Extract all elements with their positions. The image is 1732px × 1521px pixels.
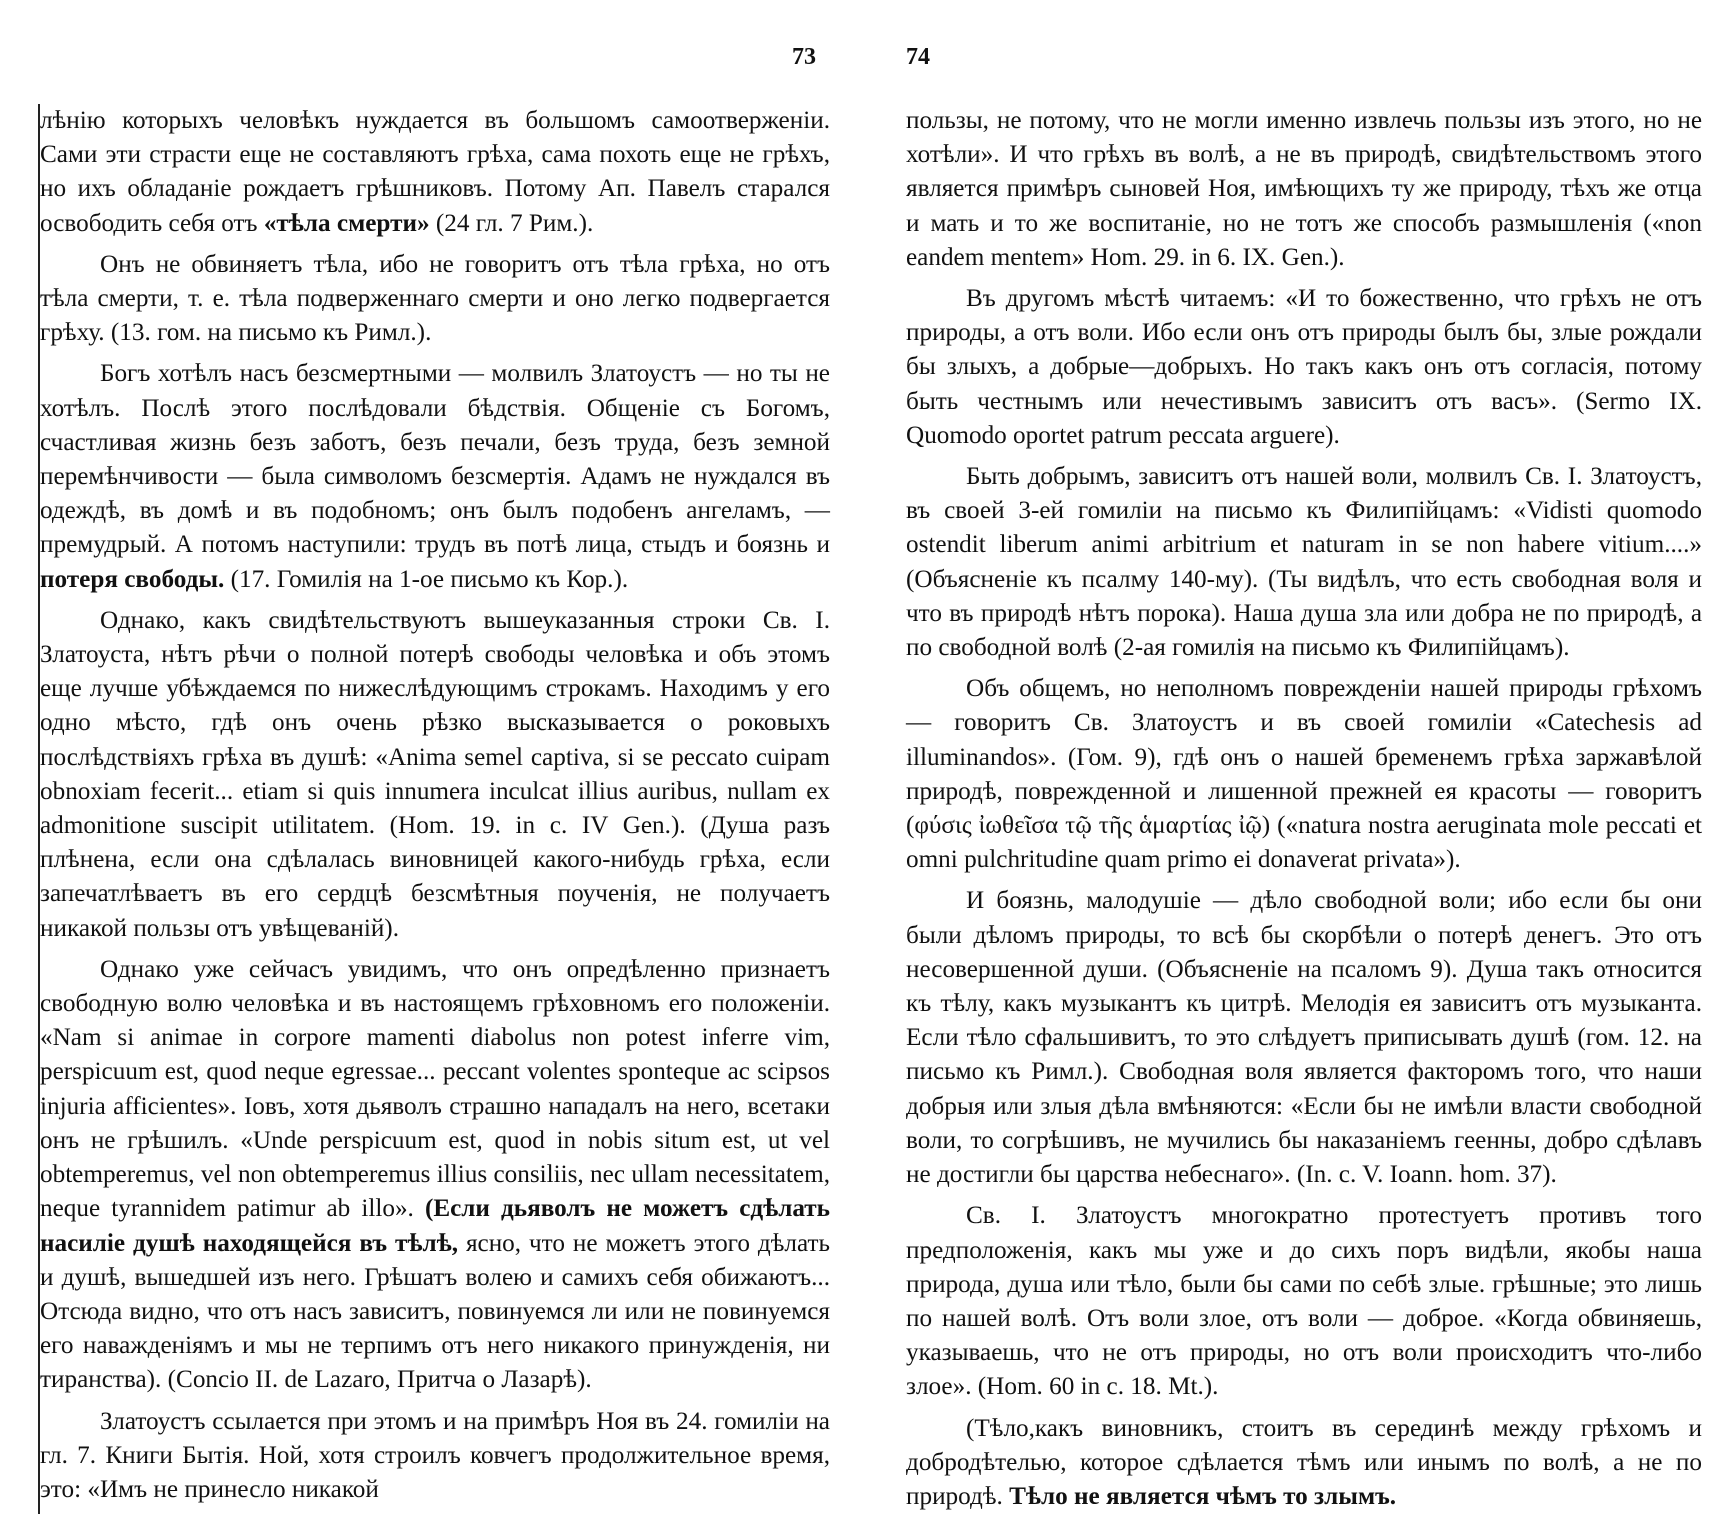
text-segment: Св. I. Златоустъ многократно протестуетъ противъ того предположенія, какъ мы уже и до сихъ поръ видѣли, якобы наша природа, душа или тѣло, были бы сами по себѣ злые. грѣшные; это лишь по нашей волѣ. Отъ воли злое, отъ воли — доброе. «Когда обвиняешь, указываешь, что не отъ природы, но отъ воли происходитъ что-либо злое». (Hom. 60 in c. 18. Mt.). xyxy=(906,1202,1702,1401)
paragraph xyxy=(906,1412,1702,1515)
text-segment: Однако уже сейчасъ увидимъ, что онъ опредѣленно признаетъ свободную волю человѣка и въ настоящемъ грѣховномъ его положеніи. «Nam si animae in corpore mamenti diabolus non potest inferre vim, perspicuum est, quod neque egressae... peccant volentes sponteque ac scipsos injuria afficientes». Іовъ, хотя дьяволъ страшно нападалъ на него, всетаки онъ не грѣшилъ. «Unde perspicuum est, quod in nobis situm est, ut vel obtemperemus, vel non obtemperemus illius consiliis, nec ullam necessitatem, neque tyrannidem patimur ab illo». xyxy=(40,955,830,1223)
paragraph xyxy=(40,357,830,596)
paragraph xyxy=(40,604,830,946)
paragraph xyxy=(40,953,830,1398)
paragraph xyxy=(906,104,1702,275)
text-segment: ясно, что не можетъ этого дѣлать и душѣ, вышедшей изъ него. Грѣшатъ волею и самихъ себя обижаютъ... Отсюда видно, что отъ насъ зависитъ, повинуемся ли или не повинуемся его наважденіямъ и мы не терпимъ отъ него никакого принужденія, ни тиранства). (Concio II. de Lazaro, Притча о Лазарѣ). xyxy=(40,1229,830,1394)
paragraph xyxy=(906,672,1702,877)
text-segment: Быть добрымъ, зависитъ отъ нашей воли, молвилъ Св. I. Златоустъ, въ своей 3-ей гомиліи на письмо къ Филипійцамъ: «Vidisti quomodo ostendit liberum animi arbitrium et naturam in se non habere vitium....» (Объясненіе къ псалму 140-му). (Ты видѣлъ, что есть свободная воля и что въ природѣ нѣтъ порока). Наша душа зла или добра не по природѣ, а по свободной волѣ (2-ая гомилія на письмо къ Филипійцамъ). xyxy=(906,463,1702,662)
right-page-column xyxy=(906,104,1702,1521)
bold-text: (Если дьяволъ не можетъ сдѣлать насиліе душѣ находящейся въ тѣлѣ, xyxy=(40,1195,830,1257)
text-segment: (17. Гомилія на 1-ое письмо къ Кор.). xyxy=(224,565,629,593)
paragraph xyxy=(40,248,830,351)
paragraph xyxy=(906,282,1702,453)
text-segment: пользы, не потому, что не могли именно извлечь пользы изъ этого, но не хотѣли». И что грѣхъ въ волѣ, а не въ природѣ, свидѣтельствомъ этого является примѣръ сыновей Ноя, имѣющихъ ту же природу, тѣхъ же отца и мать и то же воспитаніе, но не тотъ же способъ размышленія («non eandem mentem» Hom. 29. in 6. IX. Gen.). xyxy=(906,107,1702,271)
left-page-column xyxy=(38,104,830,1514)
text-segment: Объ общемъ, но неполномъ поврежденіи нашей природы грѣхомъ — говоритъ Св. Златоустъ и въ своей гомиліи «Catechesis ad illuminandos». (Гом. 9), гдѣ онъ о нашей бременемъ грѣха заржавѣлой природѣ, поврежденной и лишенной прежней ея красоты — говоритъ (φύσις ἰωθεῖσα τῷ τῆς ἁμαρτίας ἰῷ) («natura nostra aeruginata mole peccati et omni pulchritudine quam primo ei donaverat privata»). xyxy=(906,675,1702,874)
text-segment: Однако, какъ свидѣтельствуютъ вышеуказанныя строки Св. I. Златоуста, нѣтъ рѣчи о полной потерѣ свободы человѣка и объ этомъ еще лучше убѣждаемся по нижеслѣдующимъ строкамъ. Находимъ у его одно мѣсто, гдѣ онъ очень рѣзко высказывается о роковыхъ послѣдствіяхъ грѣха въ душѣ: «Anima semel captiva, si se peccato cuipam obnoxiam fecerit... etiam si quis innumera inculcat illius auribus, nullam ex admonitione suscipit utilitatem. (Hom. 19. in c. IV Gen.). (Душа разъ плѣнена, если она сдѣлалась виновницей какого-нибудь грѣха, если запечатлѣваетъ въ его сердцѣ безсмѣтныя поученія, не получаетъ никакой пользы отъ увѣщеваній). xyxy=(40,606,830,942)
bold-text: Тѣло не является чѣмъ то злымъ. xyxy=(1009,1482,1397,1510)
text-segment: Онъ не обвиняетъ тѣла, ибо не говоритъ отъ тѣла грѣха, но отъ тѣла смерти, т. е. тѣла подверженнаго смерти и оно легко подвергается грѣху. (13. гом. на письмо къ Римл.). xyxy=(40,250,830,347)
text-segment: (24 гл. 7 Рим.). xyxy=(429,209,594,237)
page-number-left: 73 xyxy=(792,44,816,70)
text-segment: Златоустъ ссылается при этомъ и на примѣръ Ноя въ 24. гомиліи на гл. 7. Книги Бытія. Ной, хотя строилъ ковчегъ продолжительное время, это: «Имъ не принесло никакой xyxy=(40,1407,830,1503)
bold-text: «тѣла смерти» xyxy=(263,209,430,237)
paragraph xyxy=(906,884,1702,1192)
paragraph xyxy=(906,460,1702,665)
text-segment: Богъ хотѣлъ насъ безсмертными — молвилъ Златоустъ — но ты не хотѣлъ. Послѣ этого послѣдовали бѣдствія. Общеніе съ Богомъ, счастливая жизнь безъ заботъ, безъ печали, безъ труда, безъ земной перемѣнчивости — была символомъ безсмертія. Адамъ не нуждался въ одеждѣ, въ домѣ и въ подобномъ; онъ былъ подобенъ ангеламъ, — премудрый. А потомъ наступили: трудъ въ потѣ лица, стыдъ и боязнь и xyxy=(40,360,830,559)
bold-text: потеря свободы. xyxy=(40,565,225,593)
page-number-right: 74 xyxy=(906,44,930,70)
paragraph xyxy=(40,104,830,241)
text-segment: (Тѣло,какъ виновникъ, стоитъ въ серединѣ между грѣхомъ и добродѣтелью, которое сдѣлается тѣмъ или инымъ по волѣ, а не по природѣ. xyxy=(906,1414,1702,1510)
text-segment: Въ другомъ мѣстѣ читаемъ: «И то божественно, что грѣхъ не отъ природы, а отъ воли. Ибо если онъ отъ природы былъ бы, злые рождали бы злыхъ, а добрые—добрыхъ. Но такъ какъ онъ отъ согласія, потому быть честнымъ или нечестивымъ зависитъ отъ васъ». (Sermo IX. Quomodo oportet patrum peccata arguere). xyxy=(906,285,1702,449)
paragraph xyxy=(906,1199,1702,1404)
text-segment: лѣнію которыхъ человѣкъ нуждается въ большомъ самоотверженіи. Сами эти страсти еще не составляютъ грѣха, сама похоть еще не грѣхъ, но ихъ обладаніе рождаетъ грѣшниковъ. Потому Ап. Павелъ старался освободить себя отъ xyxy=(40,107,830,237)
paragraph xyxy=(40,1405,830,1508)
text-segment: И боязнь, малодушіе — дѣло свободной воли; ибо если бы они были дѣломъ природы, то всѣ бы скорбѣли о потерѣ денегъ. Это отъ несовершенной души. (Объясненіе на псаломъ 9). Душа такъ относится къ тѣлу, какъ музыкантъ къ цитрѣ. Мелодія ея зависитъ отъ музыканта. Если тѣло сфальшивитъ, то это слѣдуетъ приписывать душѣ (гом. 12. на письмо къ Римл.). Свободная воля является факторомъ того, что наши добрыя или злыя дѣла вмѣняются: «Если бы не имѣли власти свободной воли, то согрѣшивъ, не мучились бы наказаніемъ геенны, добро сдѣлавъ не достигли бы царства небеснаго». (In. c. V. Ioann. hom. 37). xyxy=(906,887,1702,1189)
